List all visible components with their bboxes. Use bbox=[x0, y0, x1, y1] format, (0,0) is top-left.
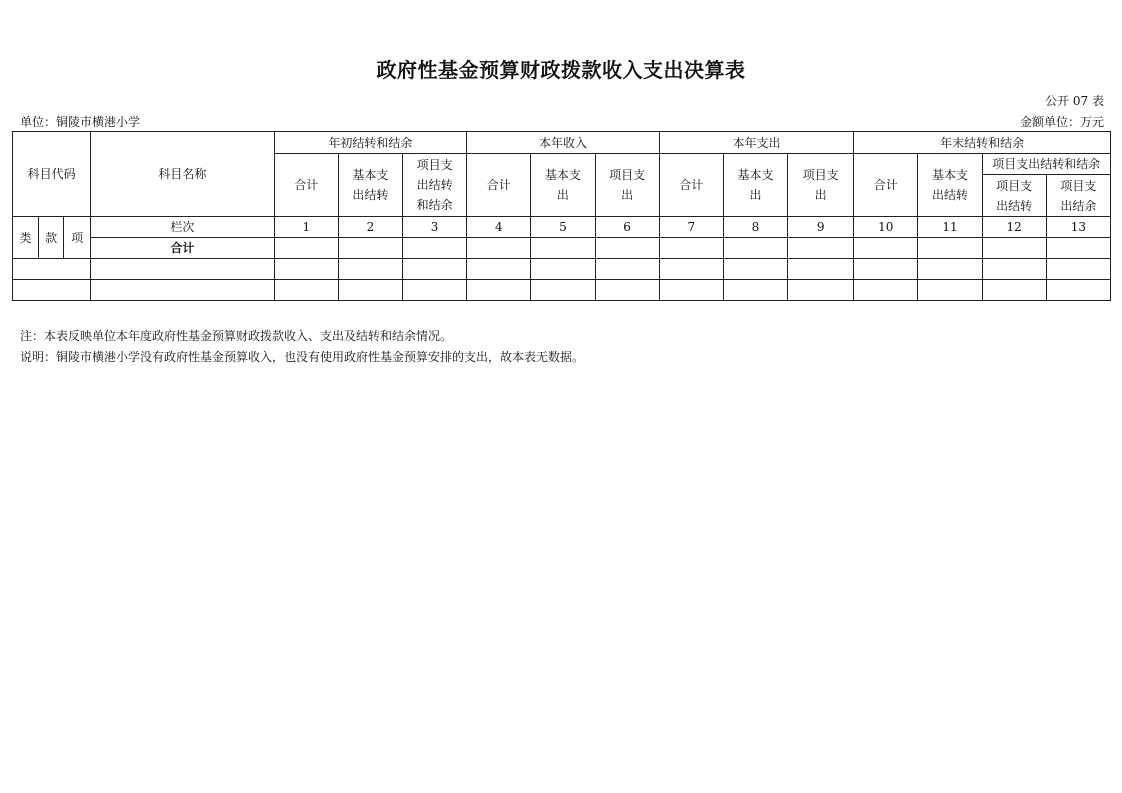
table-cell bbox=[723, 280, 787, 301]
column-number: 3 bbox=[403, 217, 467, 238]
table-cell bbox=[595, 238, 659, 259]
column-number: 12 bbox=[982, 217, 1046, 238]
table-cell bbox=[723, 259, 787, 280]
closing-balance-header: 年末结转和结余 bbox=[854, 132, 1111, 154]
table-cell bbox=[467, 280, 531, 301]
table-cell bbox=[338, 280, 402, 301]
column-number-label: 栏次 bbox=[91, 217, 274, 238]
subject-code-header: 科目代码 bbox=[13, 132, 91, 217]
table-cell bbox=[403, 280, 467, 301]
table-note: 注：本表反映单位本年度政府性基金预算财政拨款收入、支出及结转和结余情况。 bbox=[20, 329, 453, 343]
table-cell bbox=[338, 238, 402, 259]
expense-project-header: 项目支出 bbox=[788, 154, 854, 217]
closing-basic-carryover-header: 基本支出结转 bbox=[918, 154, 982, 217]
table-cell bbox=[659, 280, 723, 301]
table-cell bbox=[1046, 259, 1110, 280]
table-cell bbox=[854, 280, 918, 301]
table-cell bbox=[982, 259, 1046, 280]
code-col-item: 项 bbox=[64, 217, 91, 259]
expense-basic-header: 基本支出 bbox=[723, 154, 787, 217]
table-cell bbox=[982, 238, 1046, 259]
code-col-class: 类 bbox=[13, 217, 39, 259]
column-number: 7 bbox=[659, 217, 723, 238]
table-cell bbox=[788, 259, 854, 280]
table-cell bbox=[274, 280, 338, 301]
table-cell bbox=[788, 238, 854, 259]
table-cell bbox=[659, 259, 723, 280]
column-number: 4 bbox=[467, 217, 531, 238]
table-cell bbox=[91, 259, 274, 280]
table-cell bbox=[274, 238, 338, 259]
total-row-label: 合计 bbox=[91, 238, 274, 259]
table-row bbox=[13, 259, 1111, 280]
income-total-header: 合计 bbox=[467, 154, 531, 217]
column-number: 8 bbox=[723, 217, 787, 238]
table-cell bbox=[918, 238, 982, 259]
amount-unit: 金额单位：万元 bbox=[1019, 115, 1104, 129]
form-number: 公开 07 表 bbox=[1045, 94, 1104, 108]
closing-project-carry-header: 项目支出结转 bbox=[982, 175, 1046, 217]
budget-table bbox=[12, 131, 1111, 301]
column-number: 1 bbox=[274, 217, 338, 238]
table-cell bbox=[854, 259, 918, 280]
closing-project-balance-header: 项目支出结余 bbox=[1046, 175, 1110, 217]
table-cell bbox=[595, 259, 659, 280]
table-cell bbox=[403, 238, 467, 259]
table-cell bbox=[918, 280, 982, 301]
reporting-unit: 单位：铜陵市横港小学 bbox=[20, 115, 141, 129]
column-number: 6 bbox=[595, 217, 659, 238]
table-explanation: 说明：铜陵市横港小学没有政府性基金预算收入，也没有使用政府性基金预算安排的支出，故本表无数据。 bbox=[20, 350, 585, 364]
table-cell bbox=[403, 259, 467, 280]
page-title: 政府性基金预算财政拨款收入支出决算表 bbox=[376, 58, 746, 82]
table-row bbox=[13, 280, 1111, 301]
closing-project-group-header: 项目支出结转和结余 bbox=[982, 154, 1110, 175]
table-cell bbox=[723, 238, 787, 259]
table-cell bbox=[467, 259, 531, 280]
opening-project-carryover-header: 项目支出结转和结余 bbox=[403, 154, 467, 217]
income-project-header: 项目支出 bbox=[595, 154, 659, 217]
table-cell bbox=[531, 259, 595, 280]
table-cell bbox=[1046, 280, 1110, 301]
opening-total-header: 合计 bbox=[274, 154, 338, 217]
column-number: 10 bbox=[854, 217, 918, 238]
column-number: 9 bbox=[788, 217, 854, 238]
table-cell bbox=[982, 280, 1046, 301]
code-col-section: 款 bbox=[39, 217, 64, 259]
income-basic-header: 基本支出 bbox=[531, 154, 595, 217]
opening-basic-carryover-header: 基本支出结转 bbox=[338, 154, 402, 217]
table-cell bbox=[854, 238, 918, 259]
table-cell bbox=[274, 259, 338, 280]
current-income-header: 本年收入 bbox=[467, 132, 660, 154]
opening-balance-header: 年初结转和结余 bbox=[274, 132, 467, 154]
column-number: 2 bbox=[338, 217, 402, 238]
table-cell bbox=[91, 280, 274, 301]
table-cell bbox=[918, 259, 982, 280]
table-cell bbox=[531, 238, 595, 259]
table-cell bbox=[788, 280, 854, 301]
table-cell bbox=[338, 259, 402, 280]
table-cell bbox=[467, 238, 531, 259]
table-cell bbox=[1046, 238, 1110, 259]
subject-name-header: 科目名称 bbox=[91, 132, 274, 217]
column-number: 11 bbox=[918, 217, 982, 238]
table-cell bbox=[659, 238, 723, 259]
closing-total-header: 合计 bbox=[854, 154, 918, 217]
expense-total-header: 合计 bbox=[659, 154, 723, 217]
current-expense-header: 本年支出 bbox=[659, 132, 854, 154]
table-cell bbox=[13, 259, 91, 280]
table-cell bbox=[595, 280, 659, 301]
column-number: 5 bbox=[531, 217, 595, 238]
table-cell bbox=[531, 280, 595, 301]
column-number: 13 bbox=[1046, 217, 1110, 238]
table-cell bbox=[13, 280, 91, 301]
